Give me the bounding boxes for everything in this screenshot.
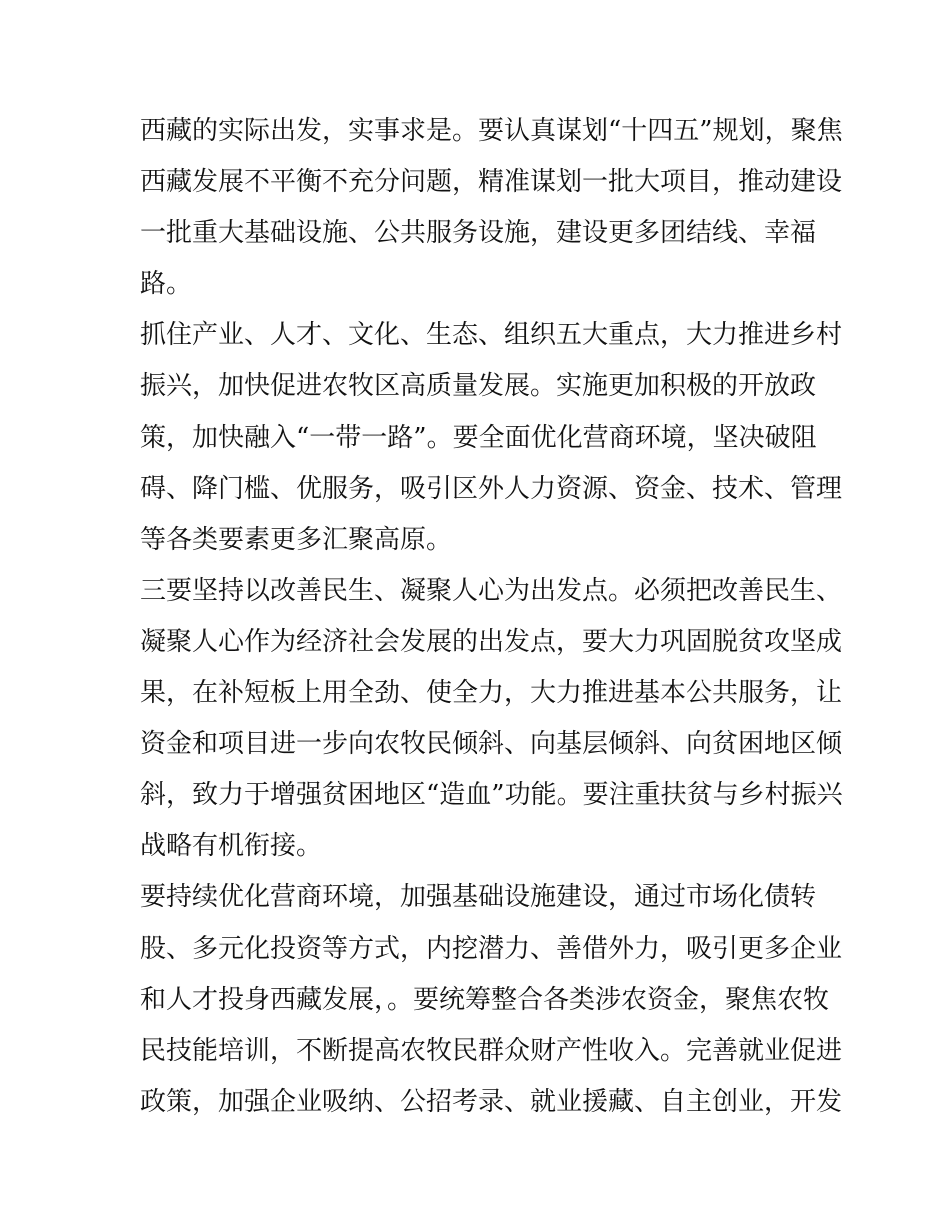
text-line: 股、多元化投资等方式，内挖潜力、善借外力，吸引更多企业 [140,933,843,964]
text-line: 抓住产业、人才、文化、生态、组织五大重点，大力推进乡村 [140,320,843,351]
text-line: 三要坚持以改善民生、凝聚人心为出发点。必须把改善民生、 [140,575,843,606]
body-text [140,106,843,1128]
text-line: 果，在补短板上用全劲、使全力，大力推进基本公共服务，让 [140,678,843,709]
text-line: 要持续优化营商环境，加强基础设施建设，通过市场化债转 [140,882,817,913]
text-line: 斜，致力于增强贫困地区“造血”功能。要注重扶贫与乡村振兴 [140,780,843,811]
text-line: 战略有机衔接。 [140,831,323,862]
text-line: 和人才投身西藏发展，。要统筹整合各类涉农资金，聚焦农牧 [140,984,830,1015]
text-line: 西藏的实际出发，实事求是。要认真谋划“十四五”规划，聚焦 [140,116,843,146]
text-line: 民技能培训，不断提高农牧民群众财产性收入。完善就业促进 [140,1035,843,1066]
text-line: 振兴，加快促进农牧区高质量发展。实施更加积极的开放政 [140,371,817,402]
text-line: 政策，加强企业吸纳、公招考录、就业援藏、自主创业，开发 [140,1086,843,1117]
text-line: 资金和项目进一步向农牧民倾斜、向基层倾斜、向贫困地区倾 [140,729,843,760]
text-line: 等各类要素更多汇聚高原。 [140,524,453,555]
text-line: 西藏发展不平衡不充分问题，精准谋划一批大项目，推动建设 [140,167,843,198]
text-line: 凝聚人心作为经济社会发展的出发点，要大力巩固脱贫攻坚成 [140,626,843,657]
text-line: 一批重大基础设施、公共服务设施，建设更多团结线、幸福 [140,218,817,249]
text-line: 碍、降门槛、优服务，吸引区外人力资源、资金、技术、管理 [140,473,843,504]
text-line: 路。 [140,269,193,300]
text-line: 策，加快融入“一带一路”。要全面优化营商环境，坚决破阻 [140,422,817,453]
